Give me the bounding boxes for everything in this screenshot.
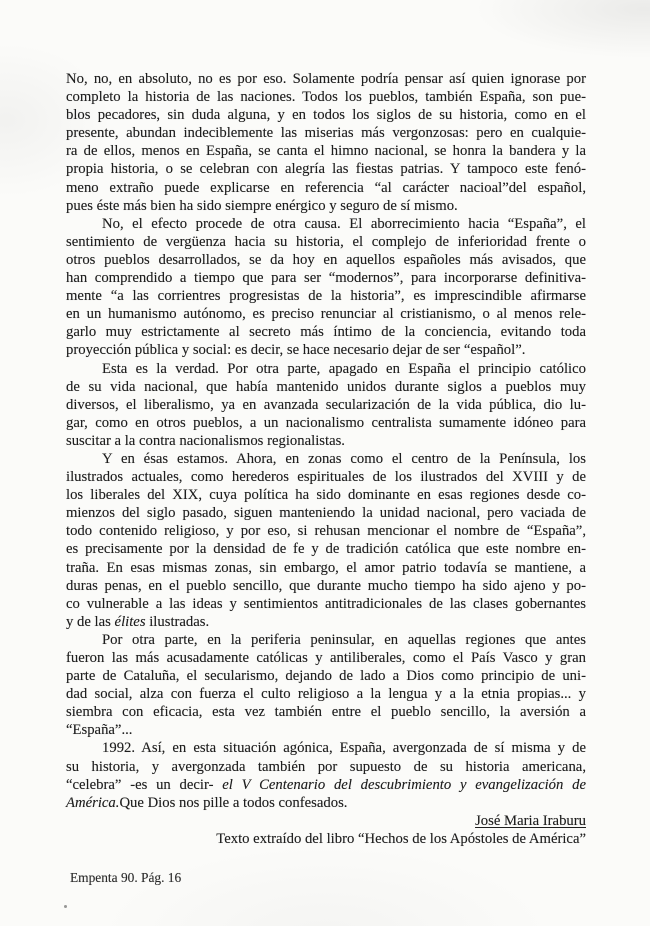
text-line: América.Que Dios nos pille a todos confesados.	[66, 794, 348, 811]
text-line: suscitar a la contra nacionalismos regionalistas.	[66, 432, 345, 449]
text-line: 1992. Así, en esta situación agónica, España, avergonzada de sí misma y de	[102, 740, 586, 757]
text-line: completo la historia de las naciones. Todos los pueblos, también España, son pue-	[66, 89, 586, 106]
signature-source-line: Texto extraído del libro “Hechos de los Apóstoles de América”	[216, 830, 586, 847]
signature-block	[66, 812, 586, 848]
author-name: José Maria Iraburu	[475, 812, 586, 829]
text-line: dad social, alza con fuerza el culto religioso a la lengua y a la etnia propias... y	[66, 686, 586, 703]
text-line: propia historia, o se celebran con alegría las fiestas patrias. Y tampoco este fenó-	[66, 161, 586, 178]
italic-text: el V Centenario del descubrimiento y evangelización de	[222, 776, 586, 793]
text-line: proyección pública y social: es decir, se hace necesario dejar de ser “español”.	[66, 342, 526, 359]
text-line: fueron las más acusadamente católicas y antiliberales, como el País Vasco y gran	[66, 650, 586, 666]
text-line: co vulnerable a las ideas y sentimientos antitradicionales de las clases gobernantes	[66, 595, 586, 612]
text-line: meno extraño puede explicarse en referencia “al carácter nacioal”del español,	[66, 179, 586, 196]
text-line: pues éste más bien ha sido siempre enérgico y seguro de sí mismo.	[66, 197, 458, 214]
text-line: han comprendido a tiempo que para ser “modernos”, para incorporarse definitiva-	[66, 270, 586, 287]
text-line: y de las élites ilustradas.	[66, 613, 210, 630]
text-line: garlo muy estrictamente al secreto más íntimo de la conciencia, evitando toda	[66, 324, 586, 341]
text-line: traña. En esas mismas zonas, sin embargo, el amor patrio todavía se mantiene, a	[66, 559, 586, 576]
paragraph	[66, 70, 586, 215]
paragraph	[66, 360, 586, 450]
text-line: Por otra parte, en la periferia peninsular, en aquellas regiones que antes	[102, 631, 586, 648]
text-line: los liberales del XIX, cuya política ha sido dominante en esas regiones desde co-	[66, 487, 586, 504]
text-line: sentimiento de vergüenza hacia su historia, el complejo de inferioridad frente o	[66, 233, 586, 250]
text-line: otros pueblos desarrollados, se da hoy en aquellos españoles más avisados, que	[66, 251, 586, 268]
italic-text: América.	[66, 794, 120, 811]
paragraph	[66, 631, 586, 740]
text-line: de su vida nacional, que había mantenido unidos durante siglos a pueblos muy	[66, 378, 586, 395]
scan-speck	[64, 905, 67, 908]
document-body	[66, 70, 586, 848]
page-footer: Empenta 90. Pág. 16	[70, 870, 182, 885]
text-line: “España”...	[66, 722, 133, 739]
text-line: Y en ésas estamos. Ahora, en zonas como el centro de la Península, los	[102, 450, 586, 467]
paragraph	[66, 450, 586, 631]
text-line: parte de Cataluña, el secularismo, dejando de lado a Dios como principio de uni-	[66, 668, 586, 685]
text-line: todo contenido religioso, y por eso, si rehusan mencionar el nombre de “España”,	[66, 523, 586, 540]
text-line: No, no, en absoluto, no es por eso. Solamente podría pensar así quien ignorase por	[66, 71, 586, 87]
text-line: ilustrados actuales, como herederos espirituales de los ilustrados del XVIII y de	[66, 469, 586, 486]
text-line: Esta es la verdad. Por otra parte, apagado en España el principio católico	[102, 360, 586, 377]
text-line: blos pecadores, sin duda alguna, y en todos los siglos de su historia, como en el	[66, 107, 586, 124]
text-line: es precisamente por la densidad de fe y de tradición católica que este nombre en-	[66, 541, 586, 558]
text-line: duras penas, en el pueblo sencillo, que durante mucho tiempo ha sido ajeno y po-	[66, 577, 586, 594]
signature-author-line	[66, 812, 586, 830]
text-line: “celebra” -es un decir- el V Centenario del descubrimiento y evangelización de	[66, 776, 586, 793]
paragraph	[66, 215, 586, 360]
text-line: en un humanismo autónomo, es preciso renunciar al cristianismo, o al menos rele-	[66, 306, 586, 323]
text-line: siembra con eficacia, esta vez también entre el pueblo sencillo, la aversión a	[66, 704, 586, 721]
text-line: No, el efecto procede de otra causa. El aborrecimiento hacia “España”, el	[102, 215, 586, 232]
paragraph	[66, 739, 586, 811]
text-line: ra de ellos, menos en España, se canta el himno nacional, se honra la bandera y la	[66, 143, 586, 160]
text-line: presente, abundan indeciblemente las miserias más vergonzosas: pero en cualquie-	[66, 125, 586, 142]
text-line: mienzos del siglo pasado, siguen manteniendo la unidad nacional, pero vaciada de	[66, 505, 586, 522]
text-line: gar, como en otros pueblos, a un nacionalismo centralista sumamente idóneo para	[66, 414, 586, 431]
text-line: su historia, y avergonzada también por supuesto de su historia americana,	[66, 758, 586, 775]
text-line: diversos, el liberalismo, ya en avanzada secularización de la vida pública, dio lu-	[66, 396, 586, 413]
italic-text: élites	[114, 613, 146, 630]
text-line: mente “a las corrientres progresistas de la historia”, es imprescindible afirmarse	[66, 288, 586, 305]
